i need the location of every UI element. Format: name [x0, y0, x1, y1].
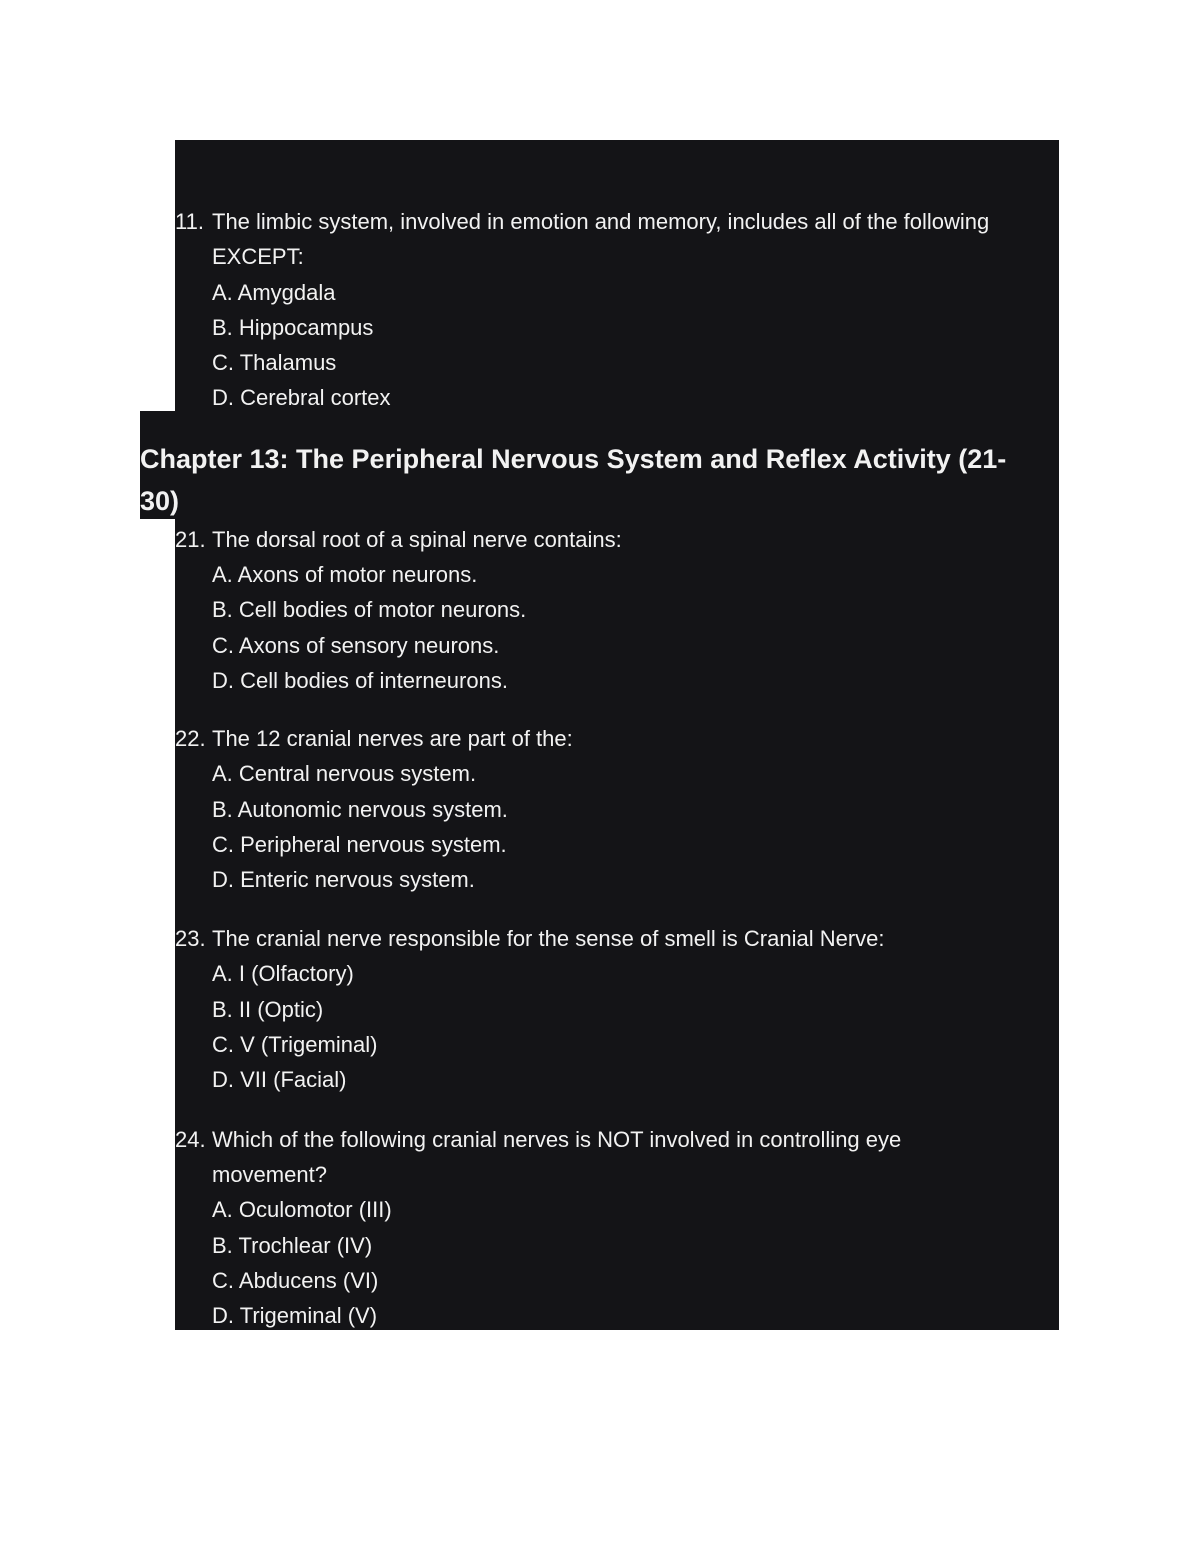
question-number: 21. [175, 527, 206, 552]
question-23 [175, 921, 885, 956]
answer-option: C. Peripheral nervous system. [212, 832, 507, 857]
answer-option: C. V (Trigeminal) [212, 1032, 378, 1057]
question-22 [175, 721, 573, 756]
answer-option: B. Autonomic nervous system. [212, 797, 508, 822]
question-text-continued: EXCEPT: [212, 244, 304, 269]
question-text-continued: movement? [212, 1162, 327, 1187]
answer-option: D. Cell bodies of interneurons. [212, 668, 508, 693]
answer-option: B. Hippocampus [212, 315, 374, 340]
question-number: 23. [175, 926, 206, 951]
answer-option: D. VII (Facial) [212, 1067, 347, 1092]
question-number: 24. [175, 1127, 206, 1152]
question-21 [175, 522, 622, 557]
answer-option: D. Trigeminal (V) [212, 1303, 378, 1328]
chapter-heading-continued: 30) [140, 486, 180, 516]
question-24 [175, 1122, 901, 1157]
answer-option: C. Abducens (VI) [212, 1268, 379, 1293]
answer-option: B. Trochlear (IV) [212, 1233, 373, 1258]
question-number: 22. [175, 726, 206, 751]
chapter-heading: Chapter 13: The Peripheral Nervous System and Reflex Activity (21- [140, 444, 1007, 474]
question-text: The limbic system, involved in emotion and memory, includes all of the following [212, 209, 990, 234]
answer-option: B. II (Optic) [212, 997, 324, 1022]
question-number: 11. [175, 209, 204, 234]
answer-option: A. I (Olfactory) [212, 961, 354, 986]
answer-option: A. Amygdala [212, 280, 336, 305]
question-11 [175, 204, 989, 239]
answer-option: A. Axons of motor neurons. [212, 562, 478, 587]
question-text: Which of the following cranial nerves is NOT involved in controlling eye [212, 1127, 902, 1152]
answer-option: D. Enteric nervous system. [212, 867, 475, 892]
question-text: The 12 cranial nerves are part of the: [212, 726, 573, 751]
question-text: The cranial nerve responsible for the sense of smell is Cranial Nerve: [212, 926, 885, 951]
answer-option: B. Cell bodies of motor neurons. [212, 597, 527, 622]
answer-option: D. Cerebral cortex [212, 385, 391, 410]
answer-option: C. Thalamus [212, 350, 337, 375]
question-text: The dorsal root of a spinal nerve contains: [212, 527, 622, 552]
answer-option: C. Axons of sensory neurons. [212, 633, 500, 658]
answer-option: A. Oculomotor (III) [212, 1197, 392, 1222]
answer-option: A. Central nervous system. [212, 761, 477, 786]
